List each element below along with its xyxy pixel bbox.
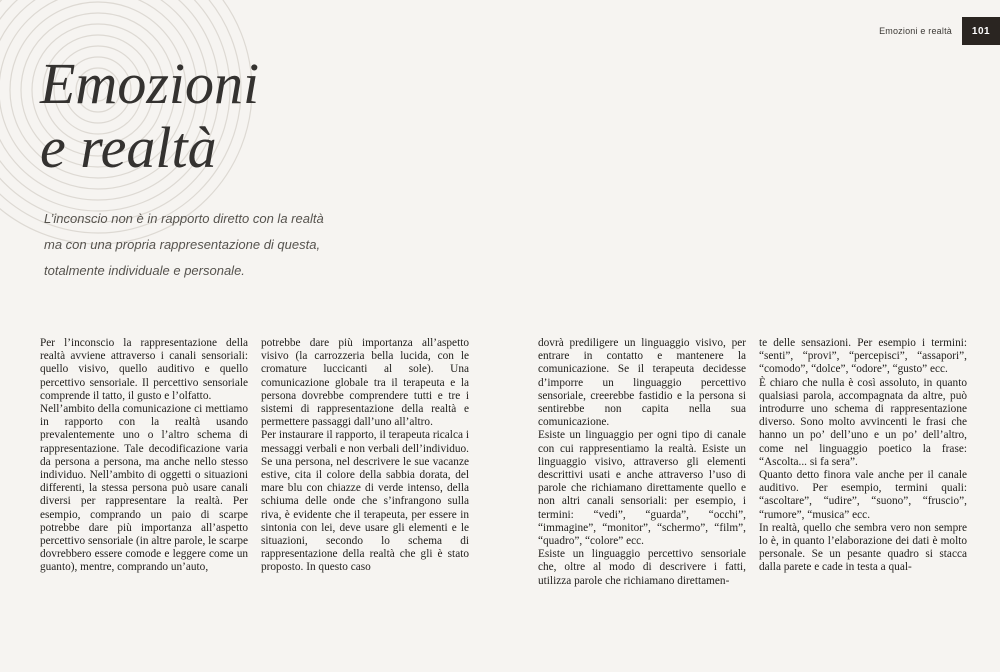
text-column-4 [759, 337, 967, 637]
text-column-1 [40, 337, 248, 637]
body-paragraph: Per instaurare il rapporto, il terapeuta ricalca i messaggi verbali e non verbali dell’individuo. Se una persona, nel descrivere le sue vacanze estive, cita il colore della sabbia dorata, del mare blu con chiazze di verde intenso, della schiuma delle onde che s’infrangono sulla riva, è evidente che il terapeuta, per essere in sintonia con lei, deve usare gli elementi e le situazioni, secondo lo schema di rappresentazione della realtà che gli è stato proposto. In questo caso [261, 429, 469, 574]
lede-line-3: totalmente individuale e personale. [44, 263, 245, 278]
running-header: Emozioni e realtà [879, 26, 952, 36]
text-column-2 [261, 337, 469, 637]
body-paragraph: potrebbe dare più importanza all’aspetto visivo (la carrozzeria bella lucida, con le cromature luccicanti al sole). Una comunicazione globale tra il terapeuta e la persona dovrebbe comprendere tutti e tre i sistemi di rappresentazione della realtà e permettere passaggi dall’uno all’altro. [261, 337, 469, 429]
lede-line-1: L’inconscio non è in rapporto diretto con la realtà [44, 211, 324, 226]
chapter-title [40, 52, 259, 180]
body-paragraph: Nell’ambito della comunicazione ci mettiamo in rapporto con la realtà usando prevalentemente uno o l’altro schema di rappresentazione. Tale decodificazione varia da persona a persona, ma anche nello stesso individuo. Nell’ambito di oggetti o situazioni differenti, la stessa persona può usare canali diversi per rappresentare la realtà. Per esempio, comprando un paio di scarpe potrebbe dare più importanza all’aspetto percettivo sensoriale (in altre parole, le scarpe dovrebbero essere comode e leggere come un guanto), mentre, comprando un’auto, [40, 403, 248, 574]
body-paragraph: È chiaro che nulla è così assoluto, in quanto qualsiasi parola, accompagnata da altre, può introdurre uno schema di rappresentazione diverso. Sono molto avvincenti le frasi che hanno un po’ dell’uno e un po’ dell’altro, come nel linguaggio poetico la frase: “Ascolta... si fa sera”. [759, 376, 967, 468]
body-paragraph: dovrà prediligere un linguaggio visivo, per entrare in contatto e mantenere la comunicazione. Se il terapeuta decidesse d’imporre un linguaggio percettivo sensoriale, creerebbe fastidio e la persona si sentirebbe non capita nella sua comunicazione. [538, 337, 746, 429]
lede-line-2: ma con una propria rappresentazione di questa, [44, 237, 321, 252]
text-column-3 [538, 337, 746, 637]
page-number-badge [962, 17, 1000, 45]
body-paragraph: Per l’inconscio la rappresentazione della realtà avviene attraverso i canali sensoriali: quello visivo, quello auditivo e quello percettivo sensoriale. Il percettivo sensoriale comprende il tatto, il gusto e l’olfatto. [40, 337, 248, 402]
body-paragraph: Quanto detto finora vale anche per il canale auditivo. Per esempio, termini quali: “ascoltare”, “udire”, “suono”, “fruscio”, “rumore”, “musica” ecc. [759, 469, 967, 521]
page-number: 101 [971, 25, 991, 37]
body-paragraph: In realtà, quello che sembra vero non sempre lo è, in quanto l’elaborazione dei dati è molto personale. Se un pesante quadro si stacca dalla parete e cade in testa a qual- [759, 521, 967, 574]
chapter-title-line-2: e realtà [40, 115, 217, 180]
chapter-lede [44, 206, 334, 284]
body-paragraph: Esiste un linguaggio percettivo sensoriale che, oltre al modo di descrivere i fatti, utilizza parole che richiamano direttamen- [538, 548, 746, 587]
body-paragraph: Esiste un linguaggio per ogni tipo di canale con cui rappresentiamo la realtà. Esiste un linguaggio visivo, attraverso gli elementi descrittivi usati e anche attraverso l’uso di parole che richiamano direttamente quello e non altri canali sensoriali: per esempio, i termini: “vedi”, “guarda”, “occhi”, “immagine”, “monitor”, “schermo”, “film”, “quadro”, “colore” ecc. [538, 429, 746, 548]
body-paragraph: te delle sensazioni. Per esempio i termini: “senti”, “provi”, “percepisci”, “assapori”, “comodo”, “dolce”, “odore”, “gusto” ecc. [759, 337, 967, 376]
chapter-title-line-1: Emozioni [40, 51, 260, 116]
